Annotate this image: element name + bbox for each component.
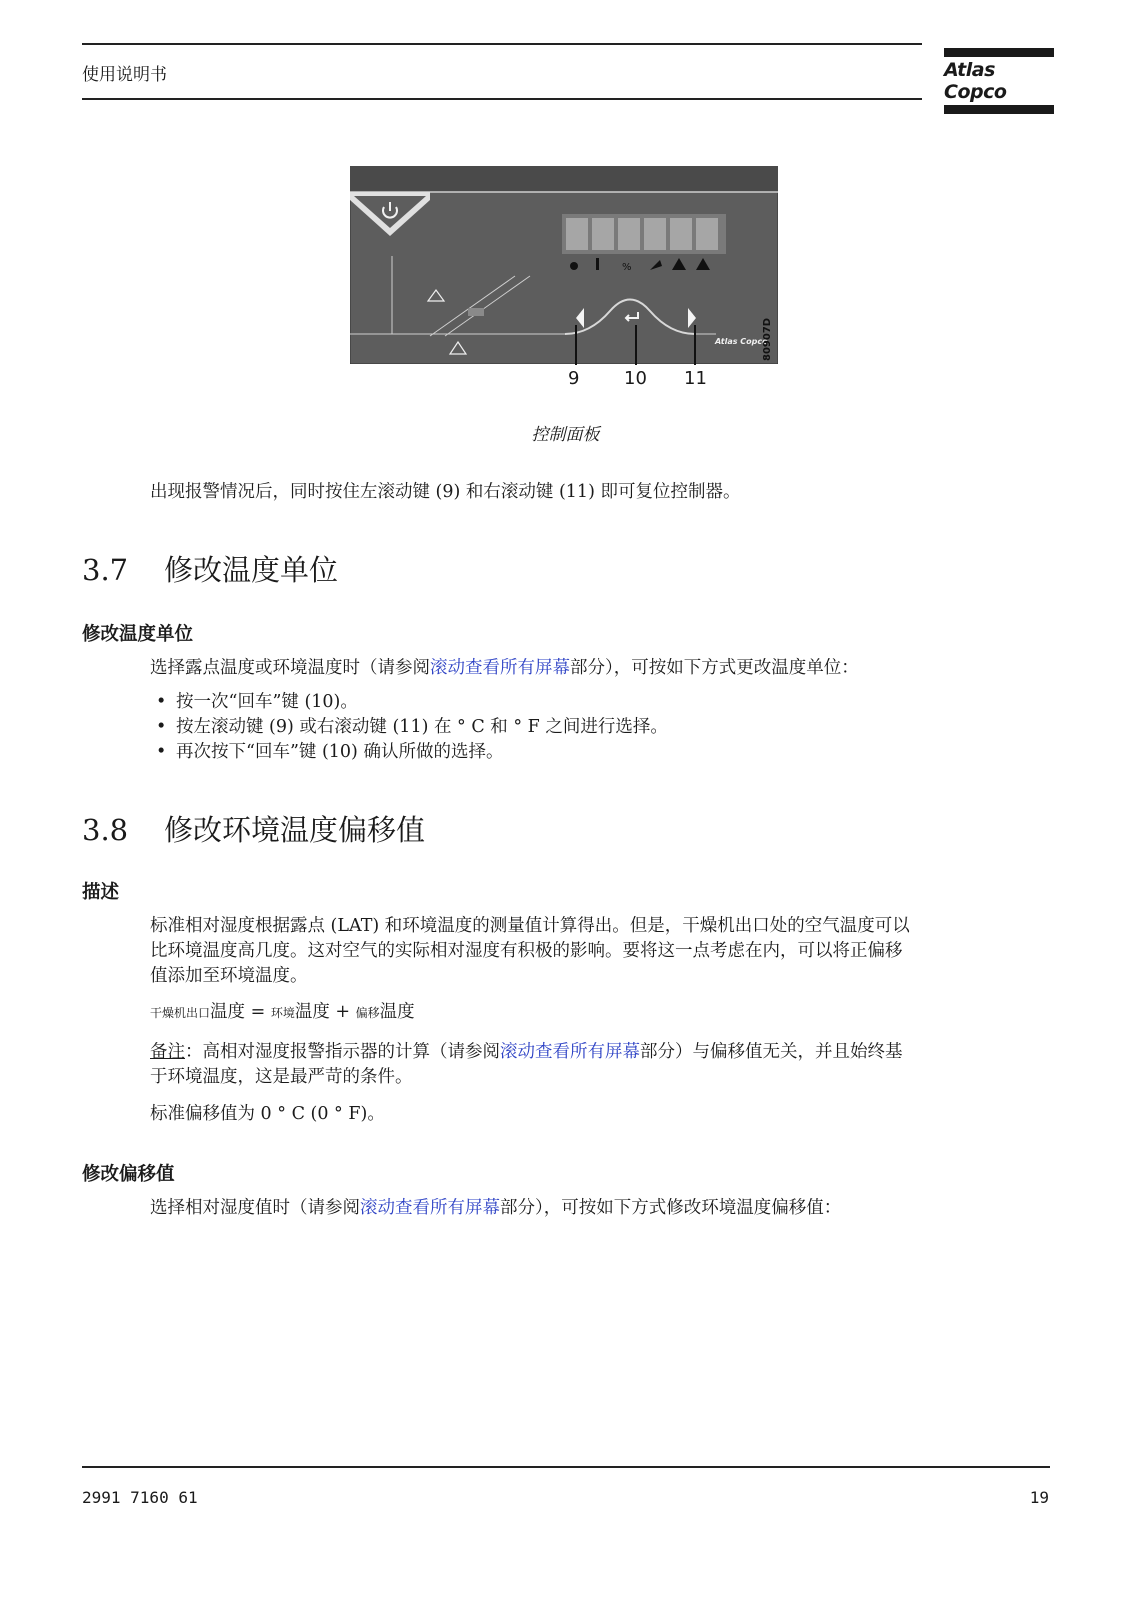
brand-logo-text: Atlas Copco	[944, 59, 1007, 103]
scroll-screens-link[interactable]: 滚动查看所有屏幕	[500, 1042, 640, 1062]
note-paragraph: 备注：高相对湿度报警指示器的计算（请参阅滚动查看所有屏幕部分）与偏移值无关，并且始终基 于环境温度，这是最严苛的条件。	[150, 1042, 903, 1087]
section-3-8-heading	[82, 808, 425, 849]
section-3-7-heading	[82, 548, 338, 589]
section-title: 修改温度单位	[164, 553, 339, 587]
figure-caption: 控制面板	[531, 425, 600, 445]
document-number: 2991 7160 61	[82, 1488, 198, 1507]
change-offset-paragraph: 选择相对湿度值时（请参阅滚动查看所有屏幕部分），可按如下方式修改环境温度偏移值：	[150, 1198, 842, 1218]
page-number: 19	[1029, 1488, 1049, 1507]
callout-label-9: 9	[568, 368, 580, 389]
section-number: 3.7	[82, 553, 129, 587]
figure-side-code: 80907D	[762, 317, 773, 361]
dewpoint-icon	[570, 262, 578, 270]
header-top-rule	[82, 43, 922, 45]
header-title: 使用说明书	[82, 65, 167, 85]
description-heading: 描述	[82, 882, 120, 903]
alarm-reset-paragraph: 出现报警情况后，同时按住左滚动键 (9) 和右滚动键 (11) 即可复位控制器。	[150, 482, 741, 502]
list-item: • 按左滚动键 (9) 或右滚动键 (11) 在 ° C 和 ° F 之间进行选择。	[150, 715, 668, 740]
humidity-icon: %	[622, 262, 632, 273]
control-panel-figure	[350, 166, 778, 364]
note-label: 备注	[150, 1042, 185, 1062]
description-paragraph: 标准相对湿度根据露点 (LAT) 和环境温度的测量值计算得出。但是，干燥机出口处的空气温度可以 比环境温度高几度。这对空气的实际相对湿度有积极的影响。要将这一点考虑在内，可以将正偏移 值添加至环境温度。	[150, 916, 910, 986]
offset-formula: 干燥机出口温度 = 环境温度 + 偏移温度	[150, 1002, 415, 1022]
header-bottom-rule	[82, 98, 922, 100]
callout-label-11: 11	[684, 368, 707, 389]
callout-label-10: 10	[624, 368, 647, 389]
change-offset-heading: 修改偏移值	[82, 1164, 175, 1185]
list-item: • 按一次“回车”键 (10)。	[150, 690, 668, 715]
brand-logo	[944, 46, 1054, 116]
temp-unit-steps	[150, 690, 668, 765]
callout-line-9	[575, 325, 577, 365]
standard-offset-text: 标准偏移值为 0 ° C (0 ° F)。	[150, 1104, 385, 1124]
callout-line-10	[635, 325, 637, 365]
footer-rule	[82, 1466, 1050, 1468]
section-title: 修改环境温度偏移值	[164, 813, 426, 847]
scroll-screens-link[interactable]: 滚动查看所有屏幕	[430, 658, 570, 678]
callout-line-11	[694, 325, 696, 365]
scroll-screens-link[interactable]: 滚动查看所有屏幕	[360, 1198, 500, 1218]
temp-unit-paragraph: 选择露点温度或环境温度时（请参阅滚动查看所有屏幕部分），可按如下方式更改温度单位：	[150, 658, 859, 678]
list-item: • 再次按下“回车”键 (10) 确认所做的选择。	[150, 740, 668, 765]
thermometer-icon	[596, 258, 599, 270]
section-number: 3.8	[82, 813, 129, 847]
subsection-heading: 修改温度单位	[82, 624, 194, 645]
panel-brand-text: Atlas Copco	[715, 337, 768, 346]
